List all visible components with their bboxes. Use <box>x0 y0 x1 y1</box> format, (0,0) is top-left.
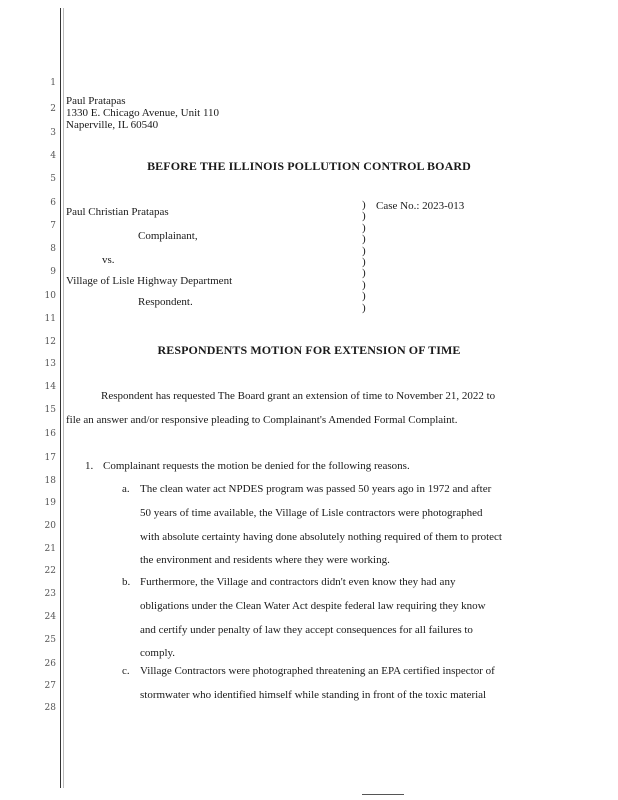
line-number: 23 <box>44 589 56 599</box>
left-margin-rule <box>60 8 61 788</box>
line-number: 20 <box>44 521 56 531</box>
subitem-line: comply. <box>140 647 176 659</box>
subitem-line: the environment and residents where they were working. <box>140 554 390 566</box>
respondent-role: Respondent. <box>138 296 193 308</box>
filer-address-block <box>66 95 219 131</box>
subitem-line: and certify under penalty of law they accept consequences for all failures to <box>140 624 473 636</box>
respondent-name: Village of Lisle Highway Department <box>66 275 233 287</box>
line-number: 7 <box>50 221 56 231</box>
intro-line-1: Respondent has requested The Board grant an extension of time to November 21, 2022 to <box>101 390 496 402</box>
line-number: 11 <box>44 314 56 324</box>
line-number: 5 <box>50 174 56 184</box>
intro-line-2: file an answer and/or responsive pleading to Complainant's Amended Formal Complaint. <box>66 414 458 426</box>
line-number: 8 <box>50 244 56 254</box>
subitem-line: Village Contractors were photographed threatening an EPA certified inspector of <box>140 665 495 677</box>
line-number: 16 <box>44 429 56 439</box>
footer-rule <box>362 794 404 795</box>
line-number: 14 <box>44 382 56 392</box>
line-number: 4 <box>50 151 56 161</box>
line-number: 25 <box>44 635 56 645</box>
subitem-marker: c. <box>122 665 130 677</box>
subitem-line: obligations under the Clean Water Act despite federal law requiring they know <box>140 600 486 612</box>
item-text: Complainant requests the motion be denied for the following reasons. <box>103 460 410 472</box>
line-number: 19 <box>44 498 56 508</box>
filer-address-line2: Naperville, IL 60540 <box>66 119 159 131</box>
court-title: BEFORE THE ILLINOIS POLLUTION CONTROL BOARD <box>147 159 471 173</box>
line-number: 3 <box>50 128 56 138</box>
line-number: 21 <box>44 544 56 554</box>
complainant-role: Complainant, <box>138 230 198 242</box>
line-number: 6 <box>50 198 56 208</box>
filer-name: Paul Pratapas <box>66 95 126 107</box>
left-margin-rule-inner <box>63 8 64 788</box>
line-number: 26 <box>44 659 56 669</box>
subitem-line: stormwater who identified himself while standing in front of the toxic material <box>140 689 487 701</box>
line-number: 28 <box>44 703 56 713</box>
subitem-line: 50 years of time available, the Village of Lisle contractors were photographed <box>140 507 483 519</box>
subitem-marker: a. <box>122 483 130 495</box>
line-number: 13 <box>44 359 56 369</box>
line-number: 1 <box>50 78 56 88</box>
caption-parentheses: ) ) ) ) ) ) ) ) ) ) <box>362 199 366 314</box>
motion-title: RESPONDENTS MOTION FOR EXTENSION OF TIME <box>157 343 461 357</box>
subitem-line: Furthermore, the Village and contractors didn't even know they had any <box>140 576 456 588</box>
subitem-line: with absolute certainty having done absolutely nothing required of them to protect <box>140 531 502 543</box>
line-number: 18 <box>44 476 56 486</box>
line-number: 27 <box>44 681 56 691</box>
line-number: 22 <box>44 566 56 576</box>
line-number: 12 <box>44 337 56 347</box>
line-number: 24 <box>44 612 56 622</box>
line-number: 9 <box>50 267 56 277</box>
line-number: 17 <box>44 453 56 463</box>
line-number: 15 <box>44 405 56 415</box>
item-marker: 1. <box>85 460 94 472</box>
complainant-name: Paul Christian Pratapas <box>66 206 169 218</box>
line-number: 2 <box>50 104 56 114</box>
filer-address-line1: 1330 E. Chicago Avenue, Unit 110 <box>66 107 220 119</box>
case-number: Case No.: 2023-013 <box>376 200 465 212</box>
subitem-line: The clean water act NPDES program was passed 50 years ago in 1972 and after <box>140 483 492 495</box>
subitem-marker: b. <box>122 576 131 588</box>
versus: vs. <box>102 254 115 266</box>
line-number: 10 <box>44 291 56 301</box>
